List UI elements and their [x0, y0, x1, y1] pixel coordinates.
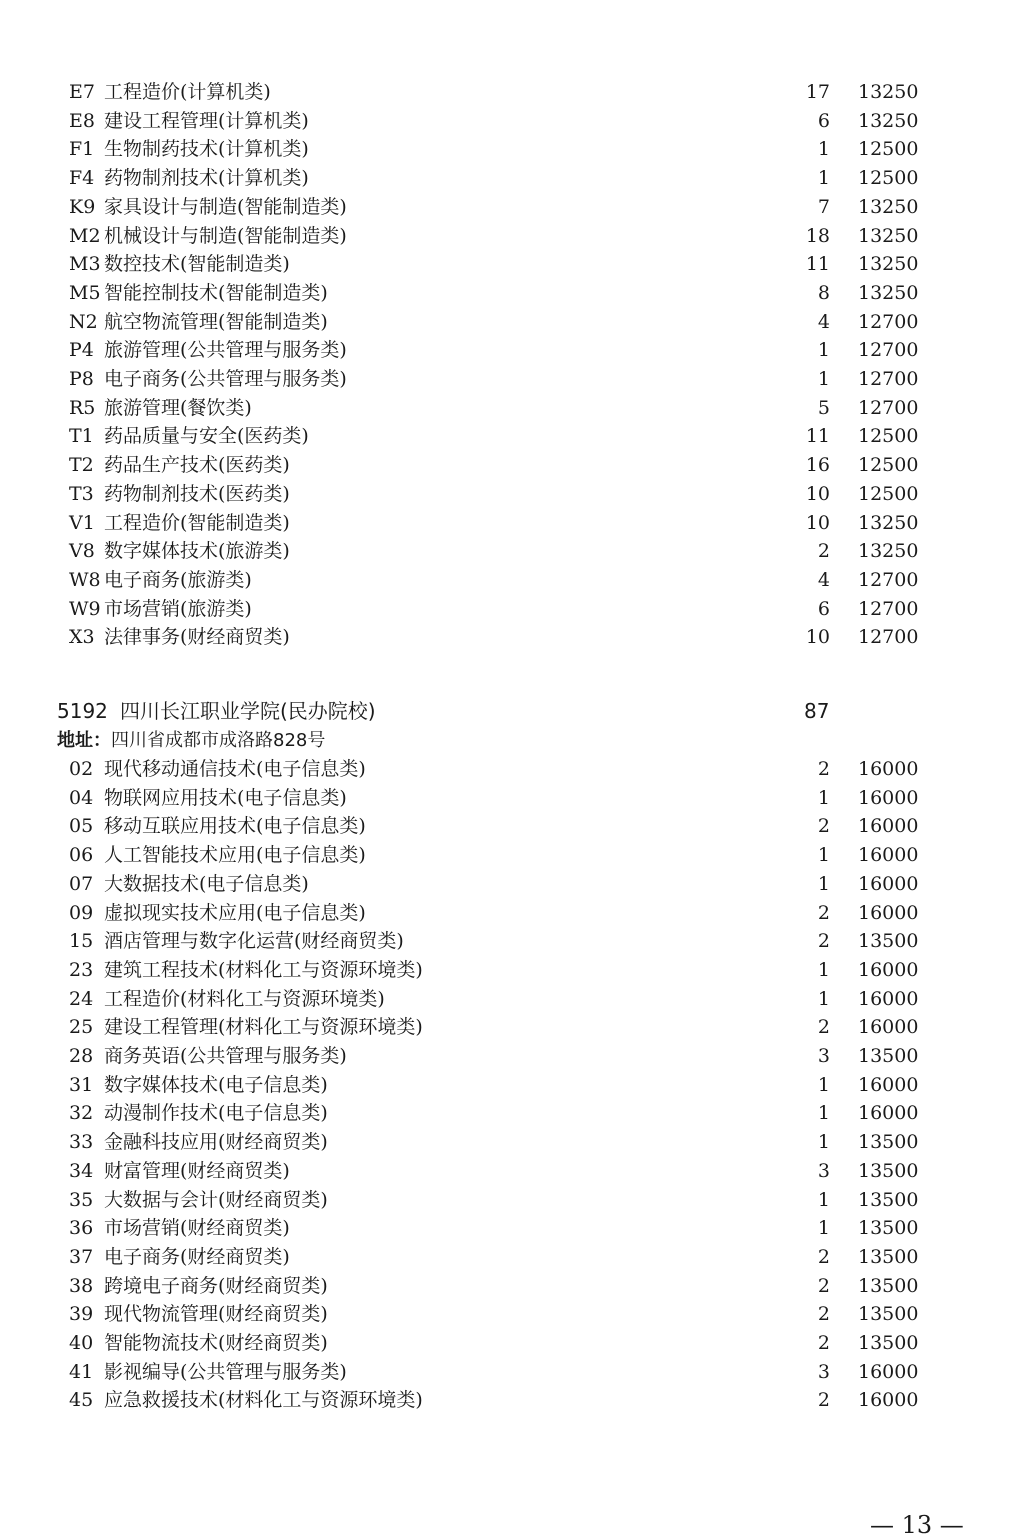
program-tuition: 12700 — [858, 568, 919, 591]
program-name: 数字媒体技术(旅游类) — [104, 540, 290, 563]
program-quota: 1 — [817, 138, 830, 161]
address-text: 四川省成都市成洛路828号 — [111, 730, 326, 751]
program-name: 药品质量与安全(医药类) — [104, 425, 309, 448]
program-tuition: 16000 — [858, 901, 919, 924]
program-code: T2 — [69, 454, 94, 477]
program-quota: 1 — [817, 872, 830, 895]
program-quota: 1 — [817, 958, 830, 981]
table-row — [0, 164, 1024, 193]
program-code: 31 — [69, 1073, 94, 1096]
program-code: W9 — [69, 597, 101, 620]
program-name: 跨境电子商务(财经商贸类) — [104, 1274, 328, 1297]
program-quota: 2 — [817, 815, 830, 838]
program-code: 02 — [69, 758, 94, 780]
table-row — [0, 841, 1024, 870]
table-row — [0, 870, 1024, 899]
program-name: 智能物流技术(财经商贸类) — [104, 1332, 328, 1354]
table-row — [0, 222, 1024, 251]
program-code: 15 — [69, 930, 94, 953]
program-name: 财富管理(财经商贸类) — [104, 1159, 290, 1182]
program-quota: 2 — [817, 1274, 830, 1297]
program-quota: 2 — [817, 540, 830, 563]
program-name: 物联网应用技术(电子信息类) — [104, 786, 347, 809]
program-code: 04 — [69, 786, 94, 809]
program-quota: 1 — [817, 1073, 830, 1096]
program-quota: 7 — [817, 195, 830, 218]
program-quota: 11 — [805, 253, 830, 276]
table-row — [0, 279, 1024, 308]
program-code: W8 — [69, 568, 101, 591]
table-row — [0, 537, 1024, 566]
program-quota: 2 — [817, 758, 830, 780]
program-code: V8 — [69, 540, 95, 563]
program-quota: 1 — [817, 987, 830, 1010]
program-name: 法律事务(财经商贸类) — [104, 626, 290, 649]
program-tuition: 13250 — [858, 281, 919, 304]
program-name: 建设工程管理(计算机类) — [104, 109, 309, 132]
table-row — [0, 193, 1024, 222]
table-row — [0, 595, 1024, 624]
table-row — [0, 1042, 1024, 1071]
table-row — [0, 956, 1024, 985]
program-quota: 11 — [805, 425, 830, 448]
table-row — [0, 1329, 1024, 1358]
program-tuition: 13500 — [858, 1274, 919, 1297]
program-code: 33 — [69, 1131, 94, 1154]
table-row — [0, 480, 1024, 509]
table-row — [0, 451, 1024, 480]
program-tuition: 13250 — [858, 224, 919, 247]
program-tuition: 13250 — [858, 540, 919, 563]
program-name: 大数据与会计(财经商贸类) — [104, 1188, 328, 1211]
page-number: — 13 — — [870, 1511, 964, 1539]
table-row — [0, 755, 1024, 784]
program-tuition: 12700 — [858, 626, 919, 649]
table-row — [0, 1099, 1024, 1128]
program-quota: 1 — [817, 167, 830, 190]
program-name: 电子商务(财经商贸类) — [104, 1245, 290, 1268]
table-row — [0, 1157, 1024, 1186]
table-row — [0, 566, 1024, 595]
program-quota: 6 — [817, 597, 830, 620]
program-tuition: 16000 — [858, 958, 919, 981]
program-quota: 10 — [805, 511, 830, 534]
program-name: 生物制药技术(计算机类) — [104, 138, 309, 161]
address-label: 地址： — [57, 730, 111, 751]
program-name: 动漫制作技术(电子信息类) — [104, 1102, 328, 1125]
table-row — [0, 1214, 1024, 1243]
table-row — [0, 365, 1024, 394]
program-code: 40 — [69, 1332, 94, 1354]
program-tuition: 12700 — [858, 310, 919, 333]
program-quota: 1 — [817, 1131, 830, 1154]
program-name: 智能控制技术(智能制造类) — [104, 281, 328, 304]
program-name: 工程造价(材料化工与资源环境类) — [104, 987, 385, 1010]
program-name: 数控技术(智能制造类) — [104, 253, 290, 276]
program-code: 41 — [69, 1360, 94, 1383]
institution-address — [57, 728, 325, 754]
program-code: T1 — [69, 425, 94, 448]
program-tuition: 13250 — [858, 81, 919, 103]
program-quota: 3 — [817, 1159, 830, 1182]
program-quota: 1 — [817, 339, 830, 362]
program-code: M3 — [69, 253, 101, 276]
program-code: N2 — [69, 310, 98, 333]
program-code: 07 — [69, 872, 94, 895]
program-tuition: 13500 — [858, 1332, 919, 1354]
program-tuition: 16000 — [858, 815, 919, 838]
program-tuition: 16000 — [858, 1016, 919, 1039]
program-quota: 2 — [817, 1389, 830, 1412]
program-code: F1 — [69, 138, 95, 161]
program-name: 工程造价(计算机类) — [104, 81, 271, 103]
program-name: 旅游管理(餐饮类) — [104, 396, 252, 419]
program-quota: 10 — [805, 482, 830, 505]
program-tuition: 12500 — [858, 138, 919, 161]
program-name: 药物制剂技术(医药类) — [104, 482, 290, 505]
program-quota: 2 — [817, 1303, 830, 1326]
program-code: 32 — [69, 1102, 94, 1125]
program-quota: 3 — [817, 1360, 830, 1383]
program-tuition: 13250 — [858, 253, 919, 276]
table-row — [0, 1128, 1024, 1157]
table-row — [0, 509, 1024, 538]
table-row — [0, 927, 1024, 956]
table-row — [0, 1071, 1024, 1100]
table-row — [0, 1013, 1024, 1042]
table-row — [0, 250, 1024, 279]
institution-header — [0, 696, 1024, 726]
program-code: 39 — [69, 1303, 94, 1326]
program-quota: 3 — [817, 1045, 830, 1067]
program-tuition: 12700 — [858, 597, 919, 620]
program-code: 38 — [69, 1274, 94, 1297]
program-code: 28 — [69, 1045, 94, 1067]
program-name: 电子商务(公共管理与服务类) — [104, 368, 347, 390]
program-name: 市场营销(财经商贸类) — [104, 1217, 290, 1240]
program-code: 45 — [69, 1389, 94, 1412]
program-tuition: 16000 — [858, 872, 919, 895]
program-tuition: 13250 — [858, 195, 919, 218]
program-name: 人工智能技术应用(电子信息类) — [104, 844, 366, 867]
program-code: T3 — [69, 482, 94, 505]
program-name: 家具设计与制造(智能制造类) — [104, 195, 347, 218]
institution-name: 四川长江职业学院(民办院校) — [120, 699, 376, 723]
program-code: 35 — [69, 1188, 94, 1211]
program-name: 药品生产技术(医药类) — [104, 454, 290, 477]
program-quota: 16 — [805, 454, 830, 477]
program-tuition: 13500 — [858, 1217, 919, 1240]
table-row — [0, 1186, 1024, 1215]
program-quota: 10 — [805, 626, 830, 649]
program-tuition: 12700 — [858, 396, 919, 419]
program-code: 24 — [69, 987, 94, 1010]
program-name: 现代移动通信技术(电子信息类) — [104, 758, 366, 780]
program-quota: 1 — [817, 1188, 830, 1211]
program-code: M2 — [69, 224, 101, 247]
table-row — [0, 784, 1024, 813]
program-quota: 1 — [817, 368, 830, 390]
program-code: 37 — [69, 1245, 94, 1268]
program-code: M5 — [69, 281, 101, 304]
program-code: R5 — [69, 396, 96, 419]
table-row — [0, 394, 1024, 423]
table-row — [0, 78, 1024, 107]
table-row — [0, 422, 1024, 451]
program-tuition: 16000 — [858, 844, 919, 867]
program-name: 大数据技术(电子信息类) — [104, 872, 309, 895]
table-row — [0, 1272, 1024, 1301]
table-row — [0, 985, 1024, 1014]
table-row — [0, 1300, 1024, 1329]
table-row — [0, 135, 1024, 164]
program-code: 36 — [69, 1217, 94, 1240]
program-name: 工程造价(智能制造类) — [104, 511, 290, 534]
table-row — [0, 1386, 1024, 1415]
program-quota: 8 — [817, 281, 830, 304]
program-name: 机械设计与制造(智能制造类) — [104, 224, 347, 247]
program-name: 商务英语(公共管理与服务类) — [104, 1045, 347, 1067]
program-name: 电子商务(旅游类) — [104, 568, 252, 591]
program-quota: 1 — [817, 786, 830, 809]
institution-code: 5192 — [57, 699, 108, 723]
program-code: K9 — [69, 195, 96, 218]
program-tuition: 13500 — [858, 1303, 919, 1326]
program-tuition: 12500 — [858, 454, 919, 477]
program-name: 应急救援技术(材料化工与资源环境类) — [104, 1389, 423, 1412]
program-tuition: 12700 — [858, 368, 919, 390]
program-code: F4 — [69, 167, 95, 190]
program-tuition: 13250 — [858, 511, 919, 534]
table-row — [0, 308, 1024, 337]
program-name: 建设工程管理(材料化工与资源环境类) — [104, 1016, 423, 1039]
program-quota: 6 — [817, 109, 830, 132]
program-code: X3 — [69, 626, 95, 649]
program-name: 影视编导(公共管理与服务类) — [104, 1360, 347, 1383]
program-tuition: 12500 — [858, 167, 919, 190]
program-code: E8 — [69, 109, 95, 132]
program-name: 现代物流管理(财经商贸类) — [104, 1303, 328, 1326]
program-quota: 1 — [817, 1102, 830, 1125]
program-quota: 1 — [817, 1217, 830, 1240]
program-tuition: 13500 — [858, 930, 919, 953]
program-code: V1 — [69, 511, 95, 534]
program-quota: 4 — [817, 568, 830, 591]
program-name: 市场营销(旅游类) — [104, 597, 252, 620]
program-tuition: 16000 — [858, 1073, 919, 1096]
program-code: P8 — [69, 368, 94, 390]
program-code: E7 — [69, 81, 95, 103]
program-code: 34 — [69, 1159, 94, 1182]
program-tuition: 13500 — [858, 1188, 919, 1211]
program-tuition: 16000 — [858, 786, 919, 809]
program-name: 移动互联应用技术(电子信息类) — [104, 815, 366, 838]
program-code: 06 — [69, 844, 94, 867]
program-quota: 2 — [817, 1332, 830, 1354]
table-row — [0, 899, 1024, 928]
table-row — [0, 336, 1024, 365]
program-name: 旅游管理(公共管理与服务类) — [104, 339, 347, 362]
table-row — [0, 1358, 1024, 1387]
program-tuition: 12500 — [858, 425, 919, 448]
program-code: 05 — [69, 815, 94, 838]
program-name: 药物制剂技术(计算机类) — [104, 167, 309, 190]
program-tuition: 16000 — [858, 1102, 919, 1125]
table-row — [0, 812, 1024, 841]
table-row — [0, 1243, 1024, 1272]
program-tuition: 13500 — [858, 1159, 919, 1182]
program-code: 09 — [69, 901, 94, 924]
program-quota: 2 — [817, 901, 830, 924]
program-quota: 2 — [817, 930, 830, 953]
program-name: 建筑工程技术(材料化工与资源环境类) — [104, 958, 423, 981]
program-tuition: 13500 — [858, 1131, 919, 1154]
program-name: 虚拟现实技术应用(电子信息类) — [104, 901, 366, 924]
program-quota: 5 — [817, 396, 830, 419]
program-code: 25 — [69, 1016, 94, 1039]
table-row — [0, 107, 1024, 136]
program-quota: 18 — [805, 224, 830, 247]
program-quota: 17 — [805, 81, 830, 103]
table-row — [0, 623, 1024, 652]
program-quota: 2 — [817, 1016, 830, 1039]
program-name: 航空物流管理(智能制造类) — [104, 310, 328, 333]
program-quota: 4 — [817, 310, 830, 333]
program-tuition: 12500 — [858, 482, 919, 505]
program-tuition: 16000 — [858, 1389, 919, 1412]
program-quota: 2 — [817, 1245, 830, 1268]
program-quota: 1 — [817, 844, 830, 867]
program-tuition: 13250 — [858, 109, 919, 132]
program-code: 23 — [69, 958, 94, 981]
program-name: 数字媒体技术(电子信息类) — [104, 1073, 328, 1096]
program-tuition: 16000 — [858, 758, 919, 780]
program-name: 酒店管理与数字化运营(财经商贸类) — [104, 930, 404, 953]
program-tuition: 16000 — [858, 987, 919, 1010]
program-tuition: 16000 — [858, 1360, 919, 1383]
program-tuition: 13500 — [858, 1245, 919, 1268]
institution-total-quota: 87 — [804, 699, 830, 723]
program-name: 金融科技应用(财经商贸类) — [104, 1131, 328, 1154]
program-code: P4 — [69, 339, 94, 362]
program-tuition: 13500 — [858, 1045, 919, 1067]
program-tuition: 12700 — [858, 339, 919, 362]
